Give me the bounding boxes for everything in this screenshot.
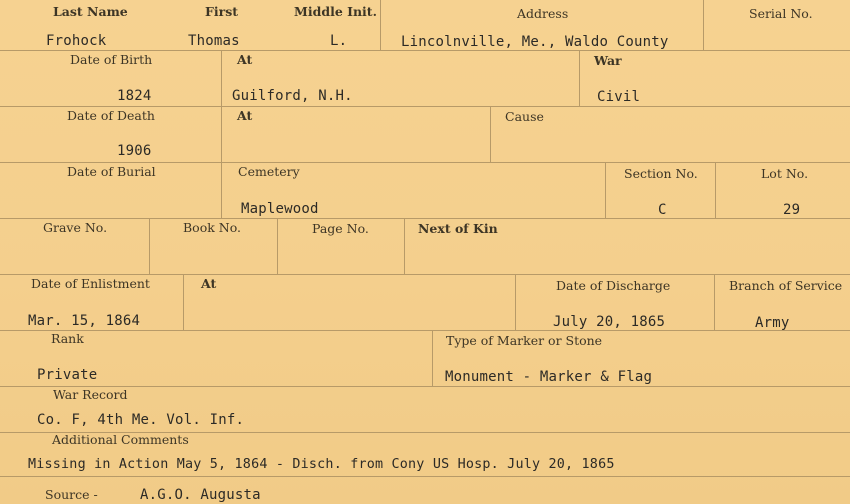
divider (714, 274, 715, 330)
discharge-date-value: July 20, 1865 (553, 314, 666, 330)
war-record-label: War Record (53, 387, 128, 402)
last-name-value: Frohock (46, 33, 107, 49)
divider (221, 50, 222, 218)
divider (0, 386, 850, 387)
war-label: War (594, 53, 622, 68)
divider (0, 106, 850, 107)
additional-comments-label: Additional Comments (52, 432, 189, 447)
enlist-at-label: At (201, 276, 217, 291)
date-of-enlistment-label: Date of Enlistment (31, 276, 150, 291)
address-value: Lincolnville, Me., Waldo County (401, 34, 669, 50)
source-value: A.G.O. Augusta (140, 487, 261, 503)
address-label: Address (517, 6, 569, 21)
divider (183, 274, 184, 330)
divider (0, 218, 850, 219)
divider (0, 50, 850, 51)
last-name-label: Last Name (53, 4, 128, 19)
section-no-value: C (658, 202, 667, 218)
next-of-kin-label: Next of Kin (418, 221, 498, 236)
page-no-label: Page No. (312, 221, 369, 236)
rank-value: Private (37, 367, 98, 383)
comments-value: Missing in Action May 5, 1864 - Disch. from Cony US Hosp. July 20, 1865 (28, 457, 615, 472)
divider (277, 218, 278, 274)
divider (0, 330, 850, 331)
divider (0, 476, 850, 477)
grave-no-label: Grave No. (43, 220, 108, 235)
cemetery-value: Maplewood (241, 201, 319, 217)
date-of-death-label: Date of Death (67, 108, 155, 123)
divider (432, 330, 433, 386)
branch-value: Army (755, 315, 790, 331)
divider (490, 106, 491, 162)
cemetery-label: Cemetery (238, 164, 300, 179)
first-name-label: First (205, 4, 239, 19)
first-name-value: Thomas (188, 33, 240, 49)
birth-at-label: At (237, 52, 253, 67)
middle-init-label: Middle Init. (294, 4, 377, 19)
divider (380, 0, 381, 50)
divider (149, 218, 150, 274)
lot-no-label: Lot No. (761, 166, 809, 181)
war-value: Civil (597, 89, 641, 105)
marker-value: Monument - Marker & Flag (445, 369, 653, 385)
death-at-label: At (237, 108, 253, 123)
book-no-label: Book No. (183, 220, 242, 235)
lot-no-value: 29 (783, 202, 801, 218)
serial-no-label: Serial No. (749, 6, 813, 21)
death-date-value: 1906 (117, 143, 152, 159)
middle-init-value: L. (330, 33, 348, 49)
cause-label: Cause (505, 109, 544, 124)
date-of-discharge-label: Date of Discharge (556, 278, 671, 293)
divider (579, 50, 580, 106)
divider (404, 218, 405, 274)
divider (0, 274, 850, 275)
section-no-label: Section No. (624, 166, 698, 181)
divider (715, 162, 716, 218)
divider (703, 0, 704, 50)
birth-place-value: Guilford, N.H. (232, 88, 353, 104)
rank-label: Rank (51, 331, 84, 346)
birth-date-value: 1824 (117, 88, 152, 104)
divider (515, 274, 516, 330)
marker-type-label: Type of Marker or Stone (446, 333, 603, 348)
enlistment-date-value: Mar. 15, 1864 (28, 313, 141, 329)
war-record-value: Co. F, 4th Me. Vol. Inf. (37, 412, 245, 428)
divider (605, 162, 606, 218)
divider (0, 162, 850, 163)
date-of-burial-label: Date of Burial (67, 164, 156, 179)
source-label: Source - (45, 487, 98, 502)
branch-of-service-label: Branch of Service (729, 278, 843, 293)
date-of-birth-label: Date of Birth (70, 52, 153, 67)
